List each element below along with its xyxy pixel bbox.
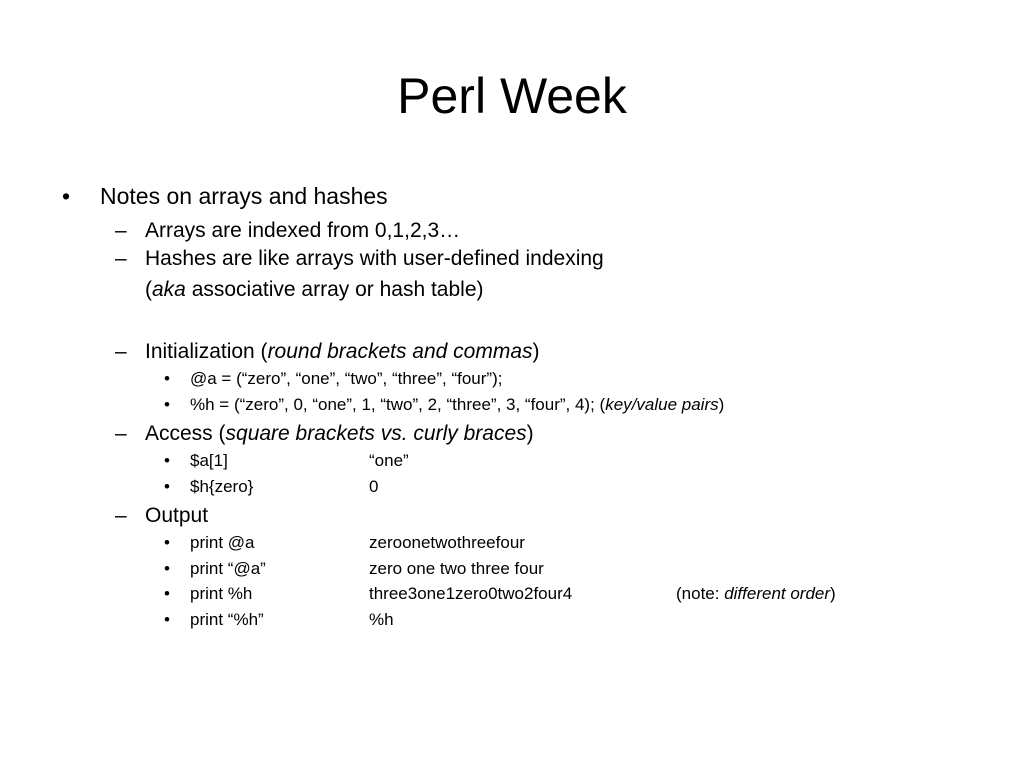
bullet-array-init xyxy=(0,368,1024,390)
bullet-text: Output xyxy=(145,504,209,527)
bullet-marker: • xyxy=(164,610,170,629)
slide-title: Perl Week xyxy=(397,68,627,124)
access-prefix: Access ( xyxy=(145,422,226,445)
bullet-access-array xyxy=(0,450,1024,472)
aka-open: ( xyxy=(145,278,152,301)
bullet-arrays-indexed xyxy=(0,217,1024,245)
bullet-text xyxy=(145,420,534,448)
result-text: zeroonetwothreefour xyxy=(369,533,525,552)
note-prefix: (note: xyxy=(676,584,725,603)
code-text: print %h xyxy=(190,584,253,603)
bullet-hash-init xyxy=(0,394,1024,416)
aka-rest: associative array or hash table) xyxy=(185,278,484,301)
dash-marker: – xyxy=(115,219,127,242)
init-prefix: Initialization ( xyxy=(145,340,268,363)
aka-italic: aka xyxy=(152,278,186,301)
bullet-marker: • xyxy=(164,477,170,496)
code-text: print “%h” xyxy=(190,610,264,629)
result-text: 0 xyxy=(369,477,379,496)
init-suffix: ) xyxy=(532,340,540,363)
note-text xyxy=(676,583,836,605)
bullet-marker: • xyxy=(164,559,170,578)
bullet-marker: • xyxy=(164,451,170,470)
bullet-marker: • xyxy=(62,183,71,209)
bullet-marker: • xyxy=(164,369,170,388)
code-text: print @a xyxy=(190,533,255,552)
access-italic: square brackets vs. curly braces xyxy=(225,422,527,445)
bullet-marker: • xyxy=(164,533,170,552)
hash-init-suffix: ) xyxy=(718,395,725,414)
bullet-text: Hashes are like arrays with user-defined indexing xyxy=(145,247,604,270)
dash-marker: – xyxy=(115,422,127,445)
dash-marker: – xyxy=(115,247,127,270)
code-text: $h{zero} xyxy=(190,477,254,496)
bullet-text: Arrays are indexed from 0,1,2,3… xyxy=(145,219,461,242)
result-text: zero one two three four xyxy=(369,559,544,578)
code-text xyxy=(190,394,724,416)
result-text: %h xyxy=(369,610,394,629)
bullet-output-array xyxy=(0,532,1024,554)
bullet-text xyxy=(145,338,540,366)
dash-marker: – xyxy=(115,504,127,527)
bullet-hashes-like xyxy=(0,245,1024,273)
bullet-output-hash xyxy=(0,583,1024,605)
dash-marker: – xyxy=(115,340,127,363)
bullet-output-array-interp xyxy=(0,558,1024,580)
bullet-marker: • xyxy=(164,584,170,603)
hash-init-prefix: %h = (“zero”, 0, “one”, 1, “two”, 2, “three”, 3, “four”, 4); ( xyxy=(190,395,606,414)
bullet-initialization xyxy=(0,338,1024,366)
access-suffix: ) xyxy=(526,422,534,445)
result-text: “one” xyxy=(369,451,409,470)
hash-init-italic: key/value pairs xyxy=(605,395,719,414)
bullet-access-hash xyxy=(0,476,1024,498)
result-text: three3one1zero0two2four4 xyxy=(369,584,573,603)
code-text: print “@a” xyxy=(190,559,266,578)
note-suffix: ) xyxy=(830,584,836,603)
bullet-marker: • xyxy=(164,395,170,414)
code-text: $a[1] xyxy=(190,451,228,470)
init-italic: round brackets and commas xyxy=(267,340,533,363)
aka-text xyxy=(145,276,484,304)
aka-line xyxy=(0,276,1024,304)
bullet-text: Notes on arrays and hashes xyxy=(100,183,388,209)
bullet-output xyxy=(0,502,1024,530)
code-text: @a = (“zero”, “one”, “two”, “three”, “four”); xyxy=(190,369,503,388)
note-italic: different order xyxy=(724,584,831,603)
bullet-output-hash-interp xyxy=(0,609,1024,631)
bullet-notes xyxy=(0,181,1024,211)
bullet-access xyxy=(0,420,1024,448)
